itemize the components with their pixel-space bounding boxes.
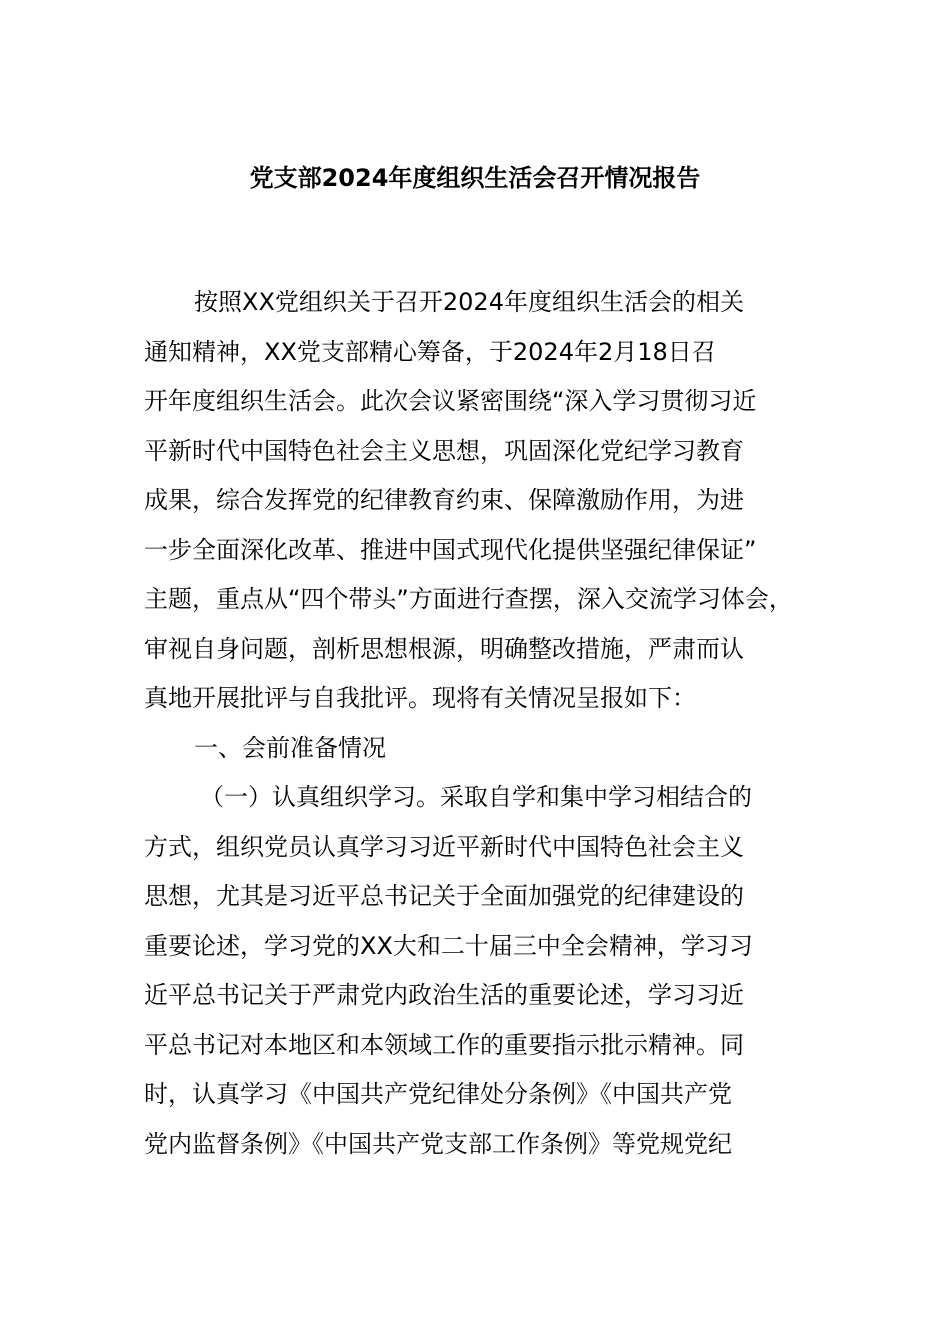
paragraph-line: 党内监督条例》《中国共产党支部工作条例》等党规党纪 xyxy=(144,1129,732,1158)
paragraph-line: 成果，综合发挥党的纪律教育约束、保障激励作用，为进 xyxy=(144,486,744,514)
paragraph-line: 重要论述，学习党的XX大和二十届三中全会精神，学习习 xyxy=(144,931,753,960)
subsection-line: （一）认真组织学习。采取自学和集中学习相结合的 xyxy=(200,783,752,811)
paragraph-line: 主题，重点从“四个带头”方面进行查摆，深入交流学习体会， xyxy=(144,585,793,613)
paragraph-line: 按照XX党组织关于召开2024年度组织生活会的相关 xyxy=(194,288,744,316)
paragraph-line: 时，认真学习《中国共产党纪律处分条例》《中国共产党 xyxy=(144,1080,732,1108)
paragraph-line: 审视自身问题，剖析思想根源，明确整改措施，严肃而认 xyxy=(144,634,744,663)
paragraph-line: 真地开展批评与自我批评。现将有关情况呈报如下： xyxy=(144,684,696,712)
paragraph-line: 平新时代中国特色社会主义思想，巩固深化党纪学习教育 xyxy=(144,436,744,465)
paragraph-line: 开年度组织生活会。此次会议紧密围绕“深入学习贯彻习近 xyxy=(144,387,757,415)
section-heading: 一、会前准备情况 xyxy=(194,733,386,762)
paragraph-line: 平总书记对本地区和本领域工作的重要指示批示精神。同 xyxy=(144,1030,744,1059)
document-body xyxy=(144,282,834,1173)
paragraph-line: 方式，组织党员认真学习习近平新时代中国特色社会主义 xyxy=(144,832,744,861)
paragraph-line: 近平总书记关于严肃党内政治生活的重要论述，学习习近 xyxy=(144,981,744,1009)
paragraph-line: 思想，尤其是习近平总书记关于全面加强党的纪律建设的 xyxy=(144,882,744,910)
paragraph-line: 通知精神，XX党支部精心筹备，于2024年2月18日召 xyxy=(144,337,716,366)
paragraph-line: 一步全面深化改革、推进中国式现代化提供坚强纪律保证” xyxy=(144,535,757,564)
document-title: 党支部2024年度组织生活会召开情况报告 xyxy=(249,164,701,192)
